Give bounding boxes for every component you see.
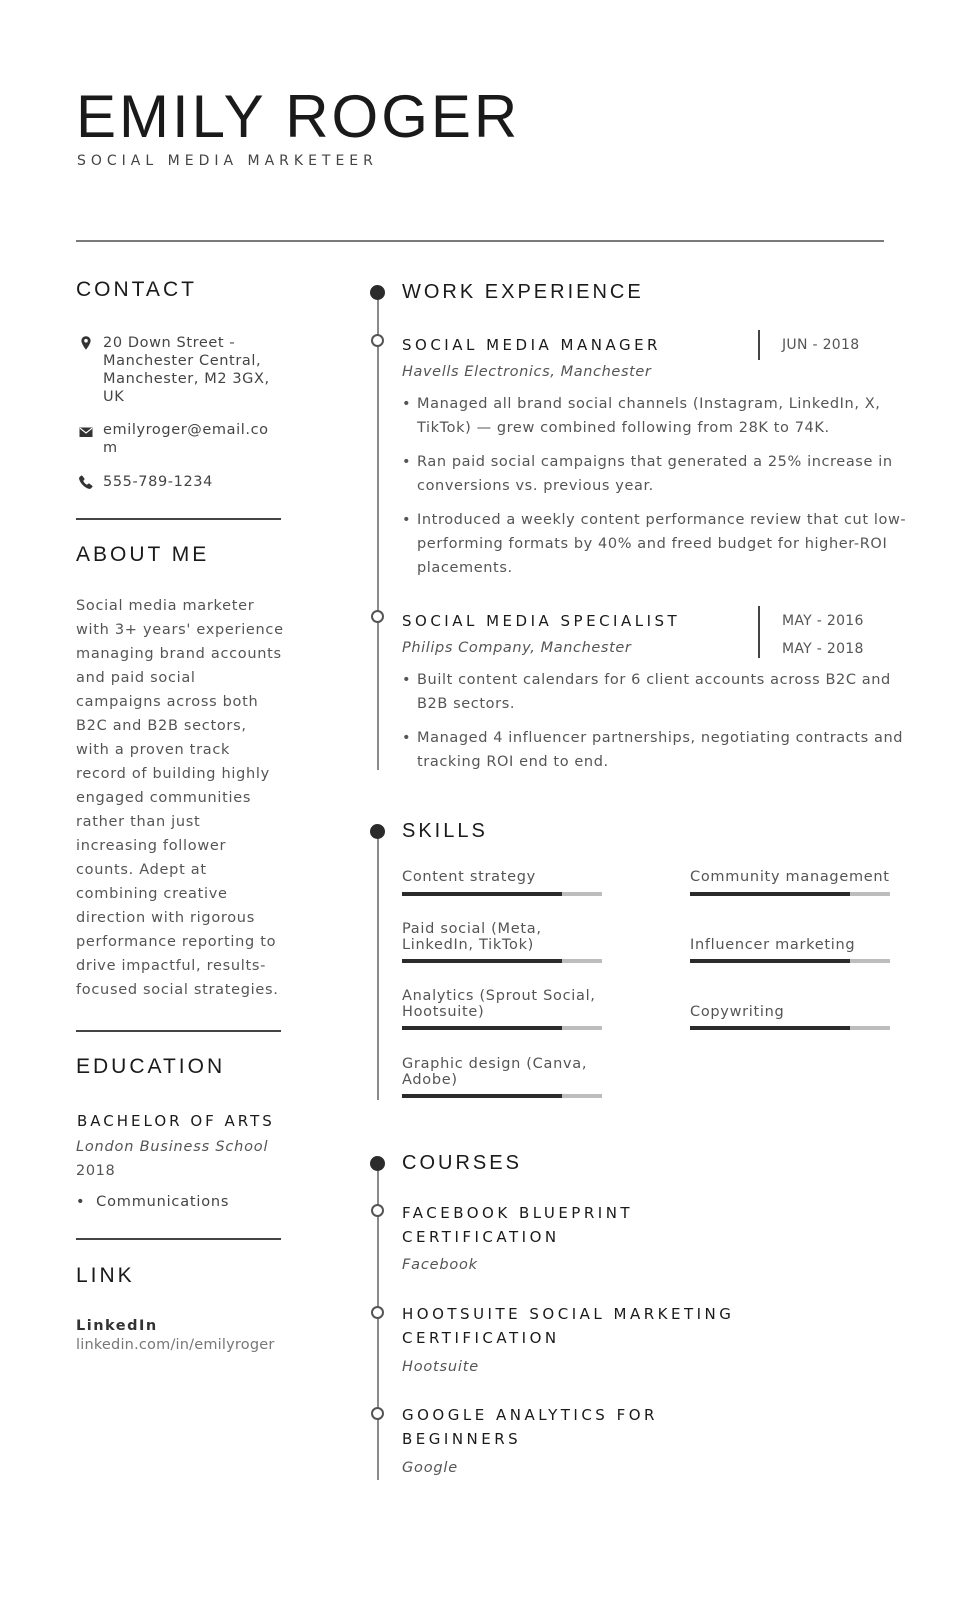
timeline-line-work [377,292,379,770]
skill-label-line: LinkedIn, TikTok) [402,937,535,953]
skill-bar [402,892,602,896]
skill-label-line: Hootsuite) [402,1004,485,1020]
skill-bar [690,1026,890,1030]
job-company: Havells Electronics, Manchester [402,364,652,380]
email-line[interactable]: m [103,440,118,456]
about-line: increasing follower [76,838,227,854]
timeline-line-skills [377,831,379,1100]
about-line: Social media marketer [76,598,255,614]
link-heading: LINK [76,1264,135,1287]
degree-title: BACHELOR OF ARTS [77,1112,275,1130]
address-line: UK [103,389,125,405]
course-provider: Google [402,1460,458,1476]
about-line: rather than just [76,814,201,830]
job-date-end: MAY - 2018 [782,641,864,657]
skill-bar [402,1026,602,1030]
skill-label [402,869,536,885]
section-dot [370,1156,385,1171]
course-title [402,1403,658,1451]
skill-bar-fill [402,959,562,963]
skill-label-line: Adobe) [402,1072,458,1088]
skill-bar-fill [402,1094,562,1098]
address-line: 20 Down Street - [103,335,236,351]
skill-bar [690,959,890,963]
bullet-line: conversions vs. previous year. [417,478,654,494]
job-bullet [402,450,902,498]
course-title [402,1201,633,1249]
skill-label [402,1056,587,1088]
bullet-line: Ran paid social campaigns that generated a 25% increase in [417,454,893,470]
job-title-subtitle: SOCIAL MEDIA MARKETEER [77,153,378,169]
bullet-line: Managed 4 influencer partnerships, negotiating contracts and [417,730,904,746]
work-heading: WORK EXPERIENCE [402,281,644,303]
about-line: with a proven track [76,742,231,758]
skill-bar-fill [690,892,850,896]
skill-bar-fill [402,1026,562,1030]
skill-label [402,988,596,1020]
contact-phone[interactable]: 555-789-1234 [103,474,213,490]
bullet-line: Built content calendars for 6 client accounts across B2C and [417,672,891,688]
education-list-item [76,1194,229,1210]
job-title: SOCIAL MEDIA MANAGER [402,336,661,354]
course-title-line: CERTIFICATION [402,1228,560,1246]
about-line: counts. Adept at [76,862,207,878]
job-dot [371,610,384,623]
skill-label-line: Paid social (Meta, [402,921,542,937]
section-dot [370,285,385,300]
skill-label-line: Graphic design (Canva, [402,1056,588,1072]
job-date-start: MAY - 2016 [782,613,864,629]
bullet-line: Managed all brand social channels (Instagram, LinkedIn, X, [417,396,881,412]
bullet-dot: • [402,730,412,746]
school-name: London Business School [76,1139,269,1155]
bullet-line: Introduced a weekly content performance review that cut low- [417,512,907,528]
about-line: managing brand accounts [76,646,282,662]
bullet-line: placements. [417,560,513,576]
job-bullet [402,392,902,440]
section-divider [76,1030,281,1032]
job-date: JUN - 2018 [782,337,860,353]
skill-label [402,921,542,953]
date-divider [758,606,760,658]
course-title-line: BEGINNERS [402,1430,522,1448]
contact-heading: CONTACT [76,278,197,301]
course-dot [371,1306,384,1319]
course-title [402,1302,734,1350]
bullet-dot: • [402,396,412,412]
skill-bar-fill [690,959,850,963]
skill-label-line: Community management [690,869,890,885]
skill-label-line: Analytics (Sprout Social, [402,988,596,1004]
bullet-line: B2B sectors. [417,696,516,712]
job-bullet [402,668,902,716]
about-line: B2C and B2B sectors, [76,718,247,734]
courses-heading: COURSES [402,1152,522,1174]
skill-label [690,869,890,885]
skill-bar [402,1094,602,1098]
date-divider [758,330,760,360]
address-line: Manchester Central, [103,353,262,369]
about-line: engaged communities [76,790,252,806]
bullet-line: tracking ROI end to end. [417,754,609,770]
about-heading: ABOUT ME [76,543,210,566]
address-line: Manchester, M2 3GX, [103,371,270,387]
about-line: campaigns across both [76,694,259,710]
skill-bar [402,959,602,963]
about-line: drive impactful, results- [76,958,267,974]
contact-email[interactable] [103,421,281,457]
bullet-line: TikTok) — grew combined following from 28K to 74K. [417,420,830,436]
about-line: direction with rigorous [76,910,255,926]
about-line: record of building highly [76,766,270,782]
course-title-line: HOOTSUITE SOCIAL MARKETING [402,1305,735,1323]
about-line: with 3+ years' experience [76,622,284,638]
phone-icon [78,474,94,490]
skill-label [690,937,855,953]
header-divider [76,240,884,242]
skill-label [690,1004,784,1020]
skill-label-line: Influencer marketing [690,937,856,953]
section-dot [370,824,385,839]
bullet-dot: • [402,672,412,688]
job-bullet [402,726,902,774]
bullet-dot: • [402,454,412,470]
location-pin-icon [78,335,94,351]
course-title-line: CERTIFICATION [402,1329,560,1347]
about-line: performance reporting to [76,934,277,950]
envelope-icon [78,424,94,440]
section-divider [76,518,281,520]
skill-bar-fill [690,1026,850,1030]
job-bullet [402,508,907,580]
link-label: LinkedIn [76,1318,158,1334]
course-provider: Facebook [402,1257,478,1273]
job-title: SOCIAL MEDIA SPECIALIST [402,612,681,630]
bullet-dot: • [76,1194,97,1210]
section-divider [76,1238,281,1240]
skill-bar [690,892,890,896]
course-title-line: FACEBOOK BLUEPRINT [402,1204,634,1222]
course-provider: Hootsuite [402,1359,479,1375]
graduation-year: 2018 [76,1163,116,1179]
course-title-line: GOOGLE ANALYTICS FOR [402,1406,658,1424]
about-line: focused social strategies. [76,982,279,998]
candidate-name: EMILY ROGER [76,83,521,150]
bullet-dot: • [402,512,412,528]
skill-label-line: Content strategy [402,869,536,885]
education-item-text: Communications [96,1194,230,1210]
bullet-line: performing formats by 40% and freed budget for higher-ROI [417,536,888,552]
job-dot [371,334,384,347]
about-line: combining creative [76,886,228,902]
about-paragraph [76,594,286,1002]
skill-label-line: Copywriting [690,1004,785,1020]
linkedin-link[interactable]: linkedin.com/in/emilyroger [76,1337,275,1353]
skill-bar-fill [402,892,562,896]
skills-heading: SKILLS [402,820,488,842]
contact-address [103,334,281,406]
course-dot [371,1204,384,1217]
course-dot [371,1407,384,1420]
job-company: Philips Company, Manchester [402,640,632,656]
email-line[interactable]: emilyroger@email.co [103,422,269,438]
education-heading: EDUCATION [76,1055,226,1078]
about-line: and paid social [76,670,196,686]
